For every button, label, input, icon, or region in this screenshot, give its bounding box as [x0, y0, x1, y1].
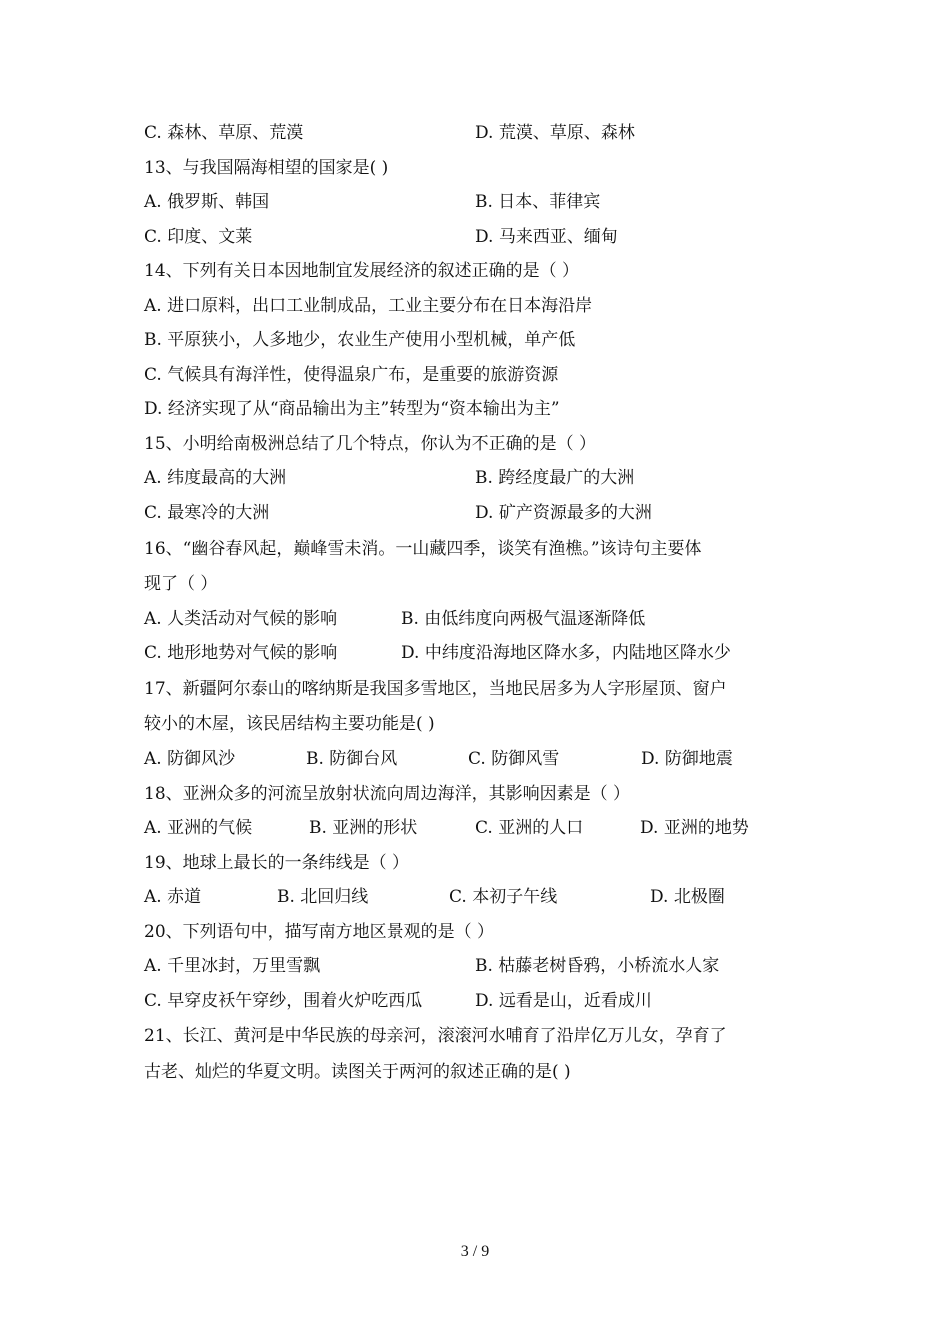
option-a: A. 俄罗斯、韩国	[144, 192, 270, 212]
option-a: A. 纬度最高的大洲	[144, 468, 287, 488]
question-21-line-2: 古老、灿烂的华夏文明。读图关于两河的叙述正确的是( )	[144, 1062, 571, 1082]
question-13: 13、与我国隔海相望的国家是( )	[144, 158, 389, 178]
question-20: 20、下列语句中，描写南方地区景观的是（ ）	[144, 922, 495, 942]
option-b: B. 亚洲的形状	[309, 818, 418, 838]
option-b: B. 枯藤老树昏鸦，小桥流水人家	[475, 956, 720, 976]
option-c: C. 早穿皮袄午穿纱，围着火炉吃西瓜	[144, 991, 423, 1011]
question-14-option-a: A. 进口原料，出口工业制成品，工业主要分布在日本海沿岸	[144, 296, 593, 316]
option-a: A. 亚洲的气候	[144, 818, 253, 838]
option-b: B. 跨经度最广的大洲	[475, 468, 635, 488]
option-b: B. 北回归线	[277, 887, 369, 907]
question-17-line-1: 17、新疆阿尔泰山的喀纳斯是我国多雪地区，当地民居多为人字形屋顶、窗户	[144, 679, 727, 699]
option-b: B. 日本、菲律宾	[475, 192, 601, 212]
option-a: A. 赤道	[144, 887, 202, 907]
option-c: C. 防御风雪	[468, 749, 560, 769]
option-d: D. 防御地震	[641, 749, 733, 769]
question-19: 19、地球上最长的一条纬线是（ ）	[144, 853, 410, 873]
option-d: D. 马来西亚、缅甸	[475, 227, 618, 247]
question-14: 14、下列有关日本因地制宜发展经济的叙述正确的是（ ）	[144, 261, 580, 281]
option-d: D. 中纬度沿海地区降水多，内陆地区降水少	[401, 643, 731, 663]
question-16-line-1: 16、“幽谷春风起，巅峰雪未消。一山藏四季，谈笑有渔樵。”该诗句主要体	[144, 539, 702, 559]
option-a: A. 防御风沙	[144, 749, 236, 769]
question-21-line-1: 21、长江、黄河是中华民族的母亲河，滚滚河水哺育了沿岸亿万儿女，孕育了	[144, 1026, 727, 1046]
option-c: C. 地形地势对气候的影响	[144, 643, 338, 663]
question-15: 15、小明给南极洲总结了几个特点，你认为不正确的是（ ）	[144, 434, 597, 454]
option-a: A. 千里冰封，万里雪飘	[144, 956, 321, 976]
option-d: D. 远看是山，近看成川	[475, 991, 652, 1011]
option-c: C. 森林、草原、荒漠	[144, 123, 304, 143]
option-a: A. 人类活动对气候的影响	[144, 609, 338, 629]
option-d: D. 北极圈	[650, 887, 725, 907]
question-14-option-d: D. 经济实现了从“商品输出为主”转型为“资本输出为主”	[144, 399, 560, 419]
option-d: D. 矿产资源最多的大洲	[475, 503, 652, 523]
question-18: 18、亚洲众多的河流呈放射状流向周边海洋，其影响因素是（ ）	[144, 784, 631, 804]
option-c: C. 印度、文莱	[144, 227, 253, 247]
question-14-option-c: C. 气候具有海洋性，使得温泉广布，是重要的旅游资源	[144, 365, 559, 385]
question-14-option-b: B. 平原狭小，人多地少，农业生产使用小型机械，单产低	[144, 330, 576, 350]
option-c: C. 最寒冷的大洲	[144, 503, 270, 523]
option-c: C. 本初子午线	[449, 887, 558, 907]
option-b: B. 防御台风	[306, 749, 398, 769]
option-d: D. 荒漠、草原、森林	[475, 123, 635, 143]
question-17-line-2: 较小的木屋，该民居结构主要功能是( )	[144, 714, 435, 734]
question-16-line-2: 现了（ ）	[144, 574, 218, 594]
page-number: 3 / 9	[460, 1243, 490, 1260]
option-c: C. 亚洲的人口	[475, 818, 584, 838]
option-b: B. 由低纬度向两极气温逐渐降低	[401, 609, 646, 629]
option-d: D. 亚洲的地势	[640, 818, 749, 838]
